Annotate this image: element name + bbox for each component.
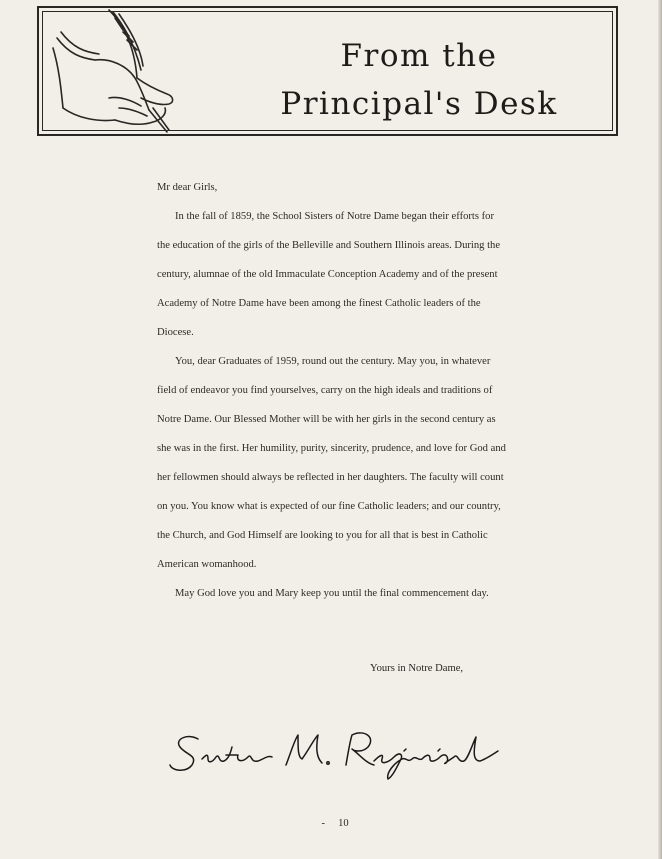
title-line-2: Principal's Desk <box>280 86 558 122</box>
letter-paragraph-3: May God love you and Mary keep you until the final commencement day. <box>175 588 489 599</box>
header-banner <box>37 6 618 136</box>
page-edge <box>658 0 662 859</box>
letter-body <box>157 173 507 608</box>
page-number <box>300 818 370 829</box>
letter-paragraph-1: In the fall of 1859, the School Sisters of Notre Dame began their efforts for the education of the girls of the Belleville and Southern Illinois areas. During the century, alumnae of the old Immaculate Conception Academy and of the present Academy of Notre Dame have been among the finest Catholic leaders of the Diocese. <box>157 211 501 338</box>
salutation: Mr dear Girls, <box>157 182 218 193</box>
letter-paragraph-2: You, dear Graduates of 1959, round out the century. May you, in whatever field of endeavor you find yourselves, carry on the high ideals and traditions of Notre Dame. Our Blessed Mother will be with her girls in the second century as she was in the first. Her humility, purity, sincerity, prudence, and love for God and her fellowmen should always be reflected in her daughters. The faculty will count on you. You know what is expected of our fine Catholic leaders; and our country, the Church, and God Himself are looking to you for all that is best in Catholic American womanhood. <box>157 356 506 570</box>
page-number-dash: - <box>321 818 339 829</box>
page-title <box>229 32 609 128</box>
handwritten-signature <box>168 725 508 785</box>
page-number-value: 10 <box>338 818 349 829</box>
title-line-1: From the <box>340 38 498 74</box>
letter-closing: Yours in Notre Dame, <box>370 663 464 674</box>
quill-hand-icon <box>49 8 209 136</box>
